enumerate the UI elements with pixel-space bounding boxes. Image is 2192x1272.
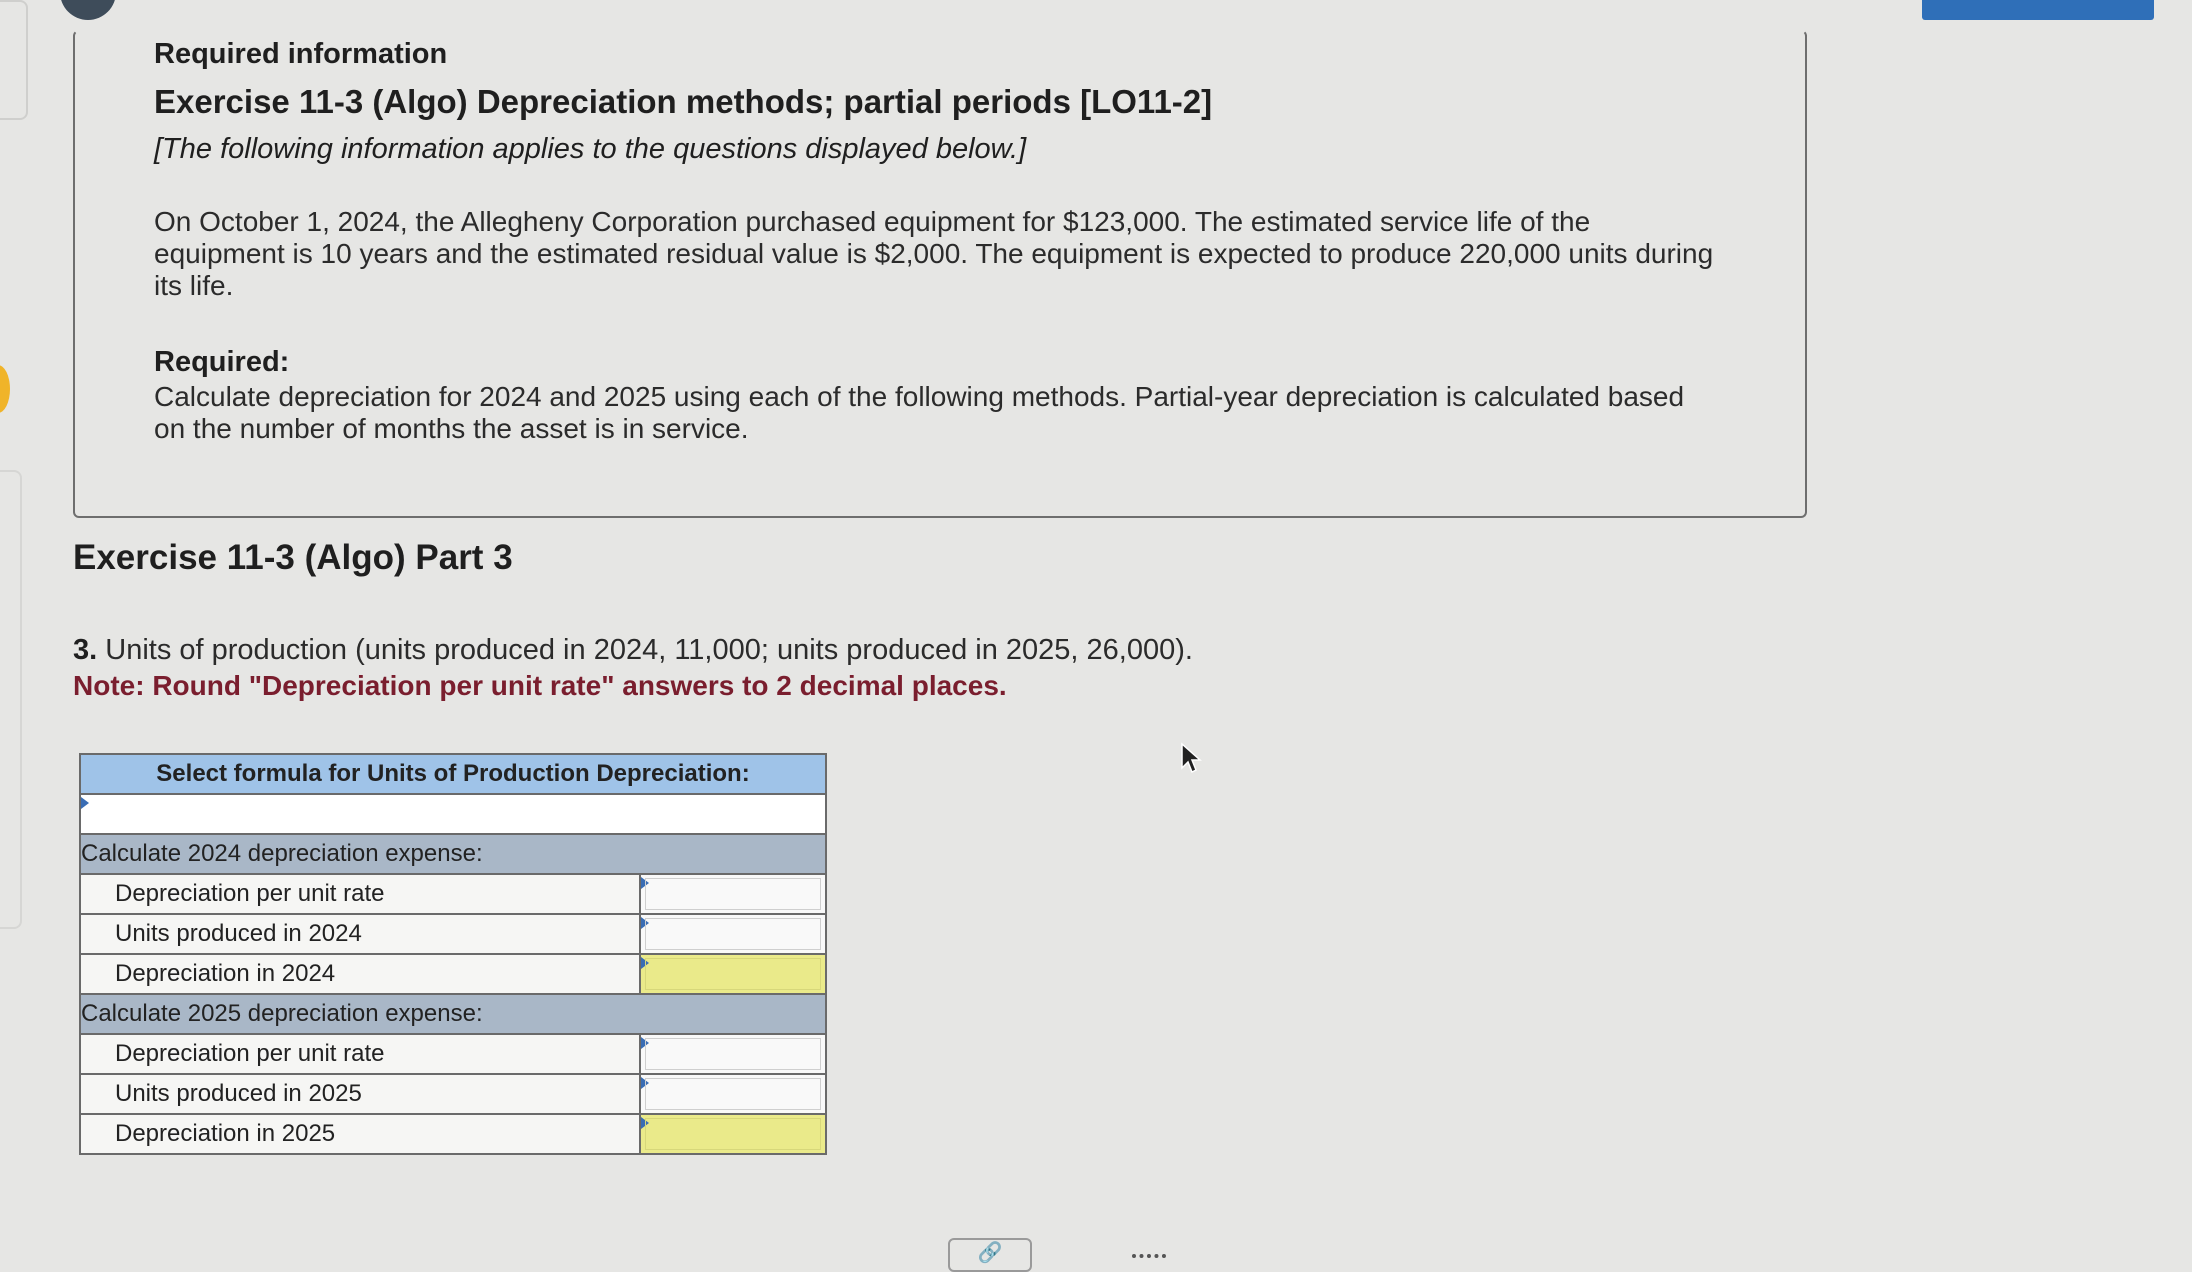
depreciation-rate-2025-input[interactable] bbox=[640, 1034, 826, 1074]
depreciation-2024-input[interactable] bbox=[640, 954, 826, 994]
units-produced-2024-input[interactable] bbox=[640, 914, 826, 954]
required-information-content bbox=[154, 38, 1714, 445]
section-2025-label: Calculate 2025 depreciation expense: bbox=[80, 994, 826, 1034]
required-text: Calculate depreciation for 2024 and 2025 using each of the following methods. Partial-year depreciation is calculated based on the number of months the asset is in service. bbox=[154, 381, 1685, 444]
table-row bbox=[80, 874, 826, 914]
table-row bbox=[80, 954, 826, 994]
question-body: Units of production (units produced in 2024, 11,000; units produced in 2025, 26,000). bbox=[105, 634, 1193, 666]
pointer-cursor-icon bbox=[1180, 742, 1204, 776]
required-information-heading: Required information bbox=[154, 38, 448, 70]
left-panel-tab bbox=[0, 0, 28, 120]
row-label: Depreciation in 2025 bbox=[80, 1114, 640, 1154]
table-row bbox=[80, 1034, 826, 1074]
depreciation-rate-2024-input[interactable] bbox=[640, 874, 826, 914]
exercise-subtitle: [The following information applies to the questions displayed below.] bbox=[154, 133, 1027, 165]
depreciation-2025-input[interactable] bbox=[640, 1114, 826, 1154]
section-2024-label: Calculate 2024 depreciation expense: bbox=[80, 834, 826, 874]
dropdown-flag-icon bbox=[81, 797, 89, 809]
rounding-note: Note: Round "Depreciation per unit rate" answers to 2 decimal places. bbox=[73, 670, 1007, 701]
exercise-title: Exercise 11-3 (Algo) Depreciation methods; partial periods [LO11-2] bbox=[154, 83, 1213, 120]
units-of-production-table bbox=[79, 753, 827, 1155]
required-label: Required: bbox=[154, 346, 290, 378]
part-title: Exercise 11-3 (Algo) Part 3 bbox=[73, 538, 513, 577]
table-row bbox=[80, 914, 826, 954]
question-text bbox=[73, 633, 1193, 667]
left-indicator-dot bbox=[0, 365, 10, 413]
table-row bbox=[80, 1074, 826, 1114]
table-header: Select formula for Units of Production Depreciation: bbox=[80, 754, 826, 794]
table-row bbox=[80, 1114, 826, 1154]
row-label: Depreciation in 2024 bbox=[80, 954, 640, 994]
left-panel-frame bbox=[0, 470, 22, 929]
row-label: Depreciation per unit rate bbox=[80, 874, 640, 914]
units-produced-2025-input[interactable] bbox=[640, 1074, 826, 1114]
question-number: 3. bbox=[73, 634, 98, 666]
exercise-paragraph: On October 1, 2024, the Allegheny Corporation purchased equipment for $123,000. The estimated service life of the equipment is 10 years and the estimated residual value is $2,000. The equipment is expected to produce 220,000 units during its life. bbox=[154, 206, 1714, 301]
top-right-button[interactable] bbox=[1922, 0, 2154, 20]
top-nav-circle[interactable] bbox=[60, 0, 116, 20]
link-icon[interactable]: 🔗 bbox=[948, 1238, 1032, 1272]
row-label: Depreciation per unit rate bbox=[80, 1034, 640, 1074]
row-label: Units produced in 2025 bbox=[80, 1074, 640, 1114]
row-label: Units produced in 2024 bbox=[80, 914, 640, 954]
more-icon[interactable] bbox=[1132, 1254, 1166, 1264]
formula-select-dropdown[interactable] bbox=[80, 794, 826, 834]
